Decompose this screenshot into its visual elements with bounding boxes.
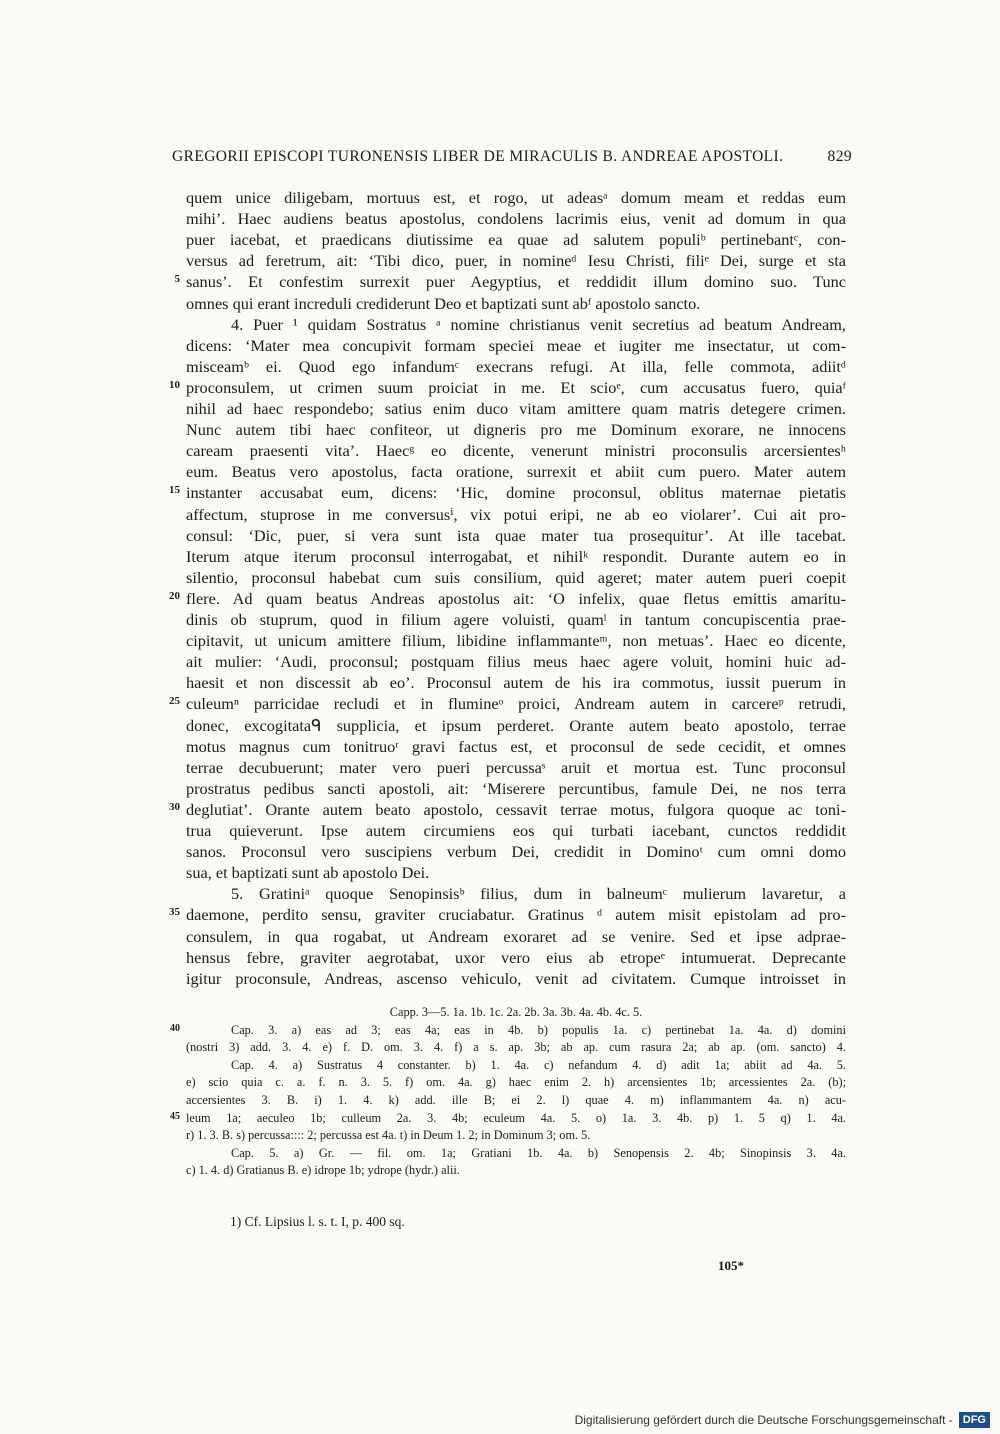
text-line: sanos. Proconsul vero suscipiens verbum Dei, credidit in Dominoᵗ cum omni domo [186, 842, 846, 862]
apparatus-line: Capp. 3—5. 1a. 1b. 1c. 2a. 2b. 3a. 3b. 4a. 4b. 4c. 5. [389, 1005, 643, 1019]
text-line: misceamᵇ ei. Quod ego infandumᶜ execrans refugi. At illa, felle commota, adiitᵈ [186, 356, 846, 376]
text-line: terrae decubuerunt; mater vero pueri percussaˢ aruit et mortua est. Tunc proconsul [186, 757, 846, 777]
line-number: 40 [170, 1022, 180, 1034]
line-number: 35 [169, 906, 180, 919]
text-line: flere. Ad quam beatus Andreas apostolus ait: ‘O infelix, quae fletus emittis amaritu- [186, 588, 846, 608]
text-line: sanus’. Et confestim surrexit puer Aegyptius, et reddidit illum domino suo. Tunc [186, 272, 846, 292]
text-line: cipitavit, ut unicum amittere filium, libidine inflammanteᵐ, non metuas’. Haec eo dicente, [186, 631, 846, 651]
apparatus-line: Cap. 3. a) eas ad 3; eas 4a; eas in 4b. b) populis 1a. c) pertinebat 1a. 4a. d) domini [231, 1022, 846, 1037]
line-number: 30 [169, 800, 180, 813]
text-line: proconsulem, ut crimen suum proiciat in me. Et scioᵉ, cum accusatus fuero, quiaᶠ [186, 377, 846, 397]
text-line: trua quieverunt. Ipse autem circumiens eos qui turbati iacebant, cunctos reddidit [186, 821, 846, 840]
line-number: 25 [169, 695, 180, 708]
credit-text: Digitalisierung gefördert durch die Deutsche Forschungsgemeinschaft - [574, 1413, 953, 1427]
text-line: motus magnus cum tonitruoʳ gravi factus est, et proconsul de sede cecidit, et omnes [186, 736, 846, 756]
text-line: daemone, perdito sensu, graviter cruciabatur. Gratinus ᵈ autem misit epistolam ad pro- [186, 905, 846, 925]
page-number: 829 [827, 148, 852, 165]
apparatus-line: accersientes 3. B. i) 1. 4. k) add. ille B; ei 2. l) quae 4. m) inflammantem 4a. n) acu- [186, 1093, 846, 1107]
dfg-logo-text: DFG [962, 1414, 986, 1426]
text-line: Iterum atque iterum proconsul interrogabat, et nihilᵏ respondit. Durante autem eo in [186, 546, 846, 566]
apparatus-line: e) scio quia c. a. f. n. 3. 5. f) om. 4a. g) haec enim 2. h) arcensientes 1b; arcessientes 2a. (b); [186, 1075, 846, 1090]
apparatus-line: Cap. 5. a) Gr. — fil. om. 1a; Gratiani 1b. 4a. b) Senopensis 2. 4b; Sinopinsis 3. 4a. [231, 1145, 846, 1160]
footnote: 1) Cf. Lipsius l. s. t. I, p. 400 sq. [230, 1214, 405, 1229]
text-line: donec, excogitataᑫ supplicia, et ipsum perderet. Orante autem beato apostolo, terrae [186, 715, 846, 735]
line-number: 15 [169, 484, 180, 497]
text-line: nihil ad haec respondebo; satius enim duco vitam amittere quam matris detegere crimen. [186, 399, 846, 418]
text-line: caream praesenti vita’. Haecᵍ eo dicente, venerunt ministri proconsulis arcersientesʰ [186, 441, 846, 461]
apparatus-line: (nostri 3) add. 3. 4. e) f. D. om. 3. 4. f) a s. ap. 3b; ab ap. cum rasura 2a; ab ap. (om. sancto) 4. [186, 1040, 846, 1055]
apparatus-line: c) 1. 4. d) Gratianus B. e) idrope 1b; ydrope (hydr.) alii. [186, 1163, 460, 1178]
sheet-signature: 105* [718, 1258, 744, 1273]
text-line: consul: ‘Dic, puer, si vera sunt ista quae mater tua prosequitur’. At ille tacebat. [186, 525, 846, 545]
text-line: prostratus pedibus sancti apostoli, ait: ‘Miserere percuntibus, famule Dei, ne nos terra [186, 778, 846, 798]
text-line: culeumⁿ parricidae recludi et in flumineᵒ proici, Andream autem in carcereᵖ retrudi, [186, 694, 846, 714]
running-title: GREGORII EPISCOPI TURONENSIS LIBER DE MIRACULIS B. ANDREAE APOSTOLI. [172, 148, 784, 165]
running-head [172, 148, 852, 166]
text-line: silentio, proconsul habebat cum suis consilium, quid ageret; mater autem pueri coepit [186, 567, 846, 587]
text-line: versus ad feretrum, ait: ‘Tibi dico, puer, in nomineᵈ Iesu Christi, filiᵉ Dei, surge et sta [186, 251, 846, 271]
dfg-logo [959, 1412, 990, 1428]
text-line: haesit et non discessit ab eo’. Proconsul autem de his ira commotus, iussit puerum in [186, 673, 846, 693]
text-line: affectum, stuprose in me conversusⁱ, vix potui eripi, ne ab eo violarer’. Cui ait pro- [186, 504, 846, 524]
text-line: deglutiat’. Orante autem beato apostolo, cessavit terrae motus, fulgora quoque ac toni- [186, 799, 846, 819]
line-number: 5 [174, 273, 180, 286]
text-line: ait mulier: ‘Audi, proconsul; postquam filius meus haec agere voluit, homini huic ad- [186, 652, 846, 672]
text-line: 5. Gratiniᵃ quoque Senopinsisᵇ filius, dum in balneumᶜ mulierum lavaretur, a [231, 884, 846, 904]
apparatus-line: leum 1a; aeculeo 1b; culleum 2a. 3. 4b; eculeum 4a. 5. o) 1a. 3. 4b. p) 1. 5 q) 1. 4a. [186, 1110, 846, 1125]
text-line: sua, et baptizati sunt ab apostolo Dei. [186, 863, 430, 883]
text-line: 4. Puer ¹ quidam Sostratus ᵃ nomine christianus venit secretius ad beatum Andream, [231, 314, 846, 334]
line-number: 10 [169, 378, 180, 391]
text-line: quem unice diligebam, mortuus est, et rogo, ut adeasᵃ domum meam et reddas eum [186, 188, 846, 207]
apparatus-line: r) 1. 3. B. s) percussa:::: 2; percussa est 4a. t) in Deum 1. 2; in Dominum 3; om. 5. [186, 1128, 591, 1143]
text-line: Nunc autem tibi haec confiteor, ut digneris pro me Dominum exorare, ne innocens [186, 420, 846, 440]
text-line: dinis ob stuprum, quod in filium agere voluisti, quamˡ in tantum concupiscentia prae- [186, 610, 846, 629]
text-line: consulem, in qua rogabat, ut Andream exoraret ad se venire. Sed et ipse adprae- [186, 926, 846, 946]
text-line: eum. Beatus vero apostolus, facta oratione, surrexit et abiit cum puero. Mater autem [186, 462, 846, 482]
text-line: instanter accusabat eum, dicens: ‘Hic, domine proconsul, oblitus maternae pietatis [186, 483, 846, 503]
digitization-credit [575, 1412, 990, 1428]
line-number: 20 [169, 589, 180, 602]
apparatus-line: Cap. 4. a) Sustratus 4 constanter. b) 1. 4a. c) nefandum 4. d) adit 1a; abiit ad 4a. 5. [231, 1057, 846, 1072]
text-line: mihi’. Haec audiens beatus apostolus, condolens lacrimis eius, venit ad domum in qua [186, 209, 846, 229]
text-line: omnes qui erant increduli crediderunt Deo et baptizati sunt abᶠ apostolo sancto. [186, 293, 701, 313]
text-line: igitur proconsule, Andreas, ascenso vehiculo, venit ad civitatem. Cumque introisset in [186, 968, 846, 988]
text-line: hensus febre, graviter aegrotabat, uxor vero eius ab etropeᵉ intumuerat. Deprecante [186, 947, 846, 967]
text-line: dicens: ‘Mater mea concupivit formam speciei meae et iugiter me insectatur, ut com- [186, 335, 846, 355]
text-line: puer iacebat, et praedicans diutissime ea quae ad salutem populiᵇ pertinebantᶜ, con- [186, 230, 846, 250]
line-number: 45 [170, 1110, 180, 1122]
